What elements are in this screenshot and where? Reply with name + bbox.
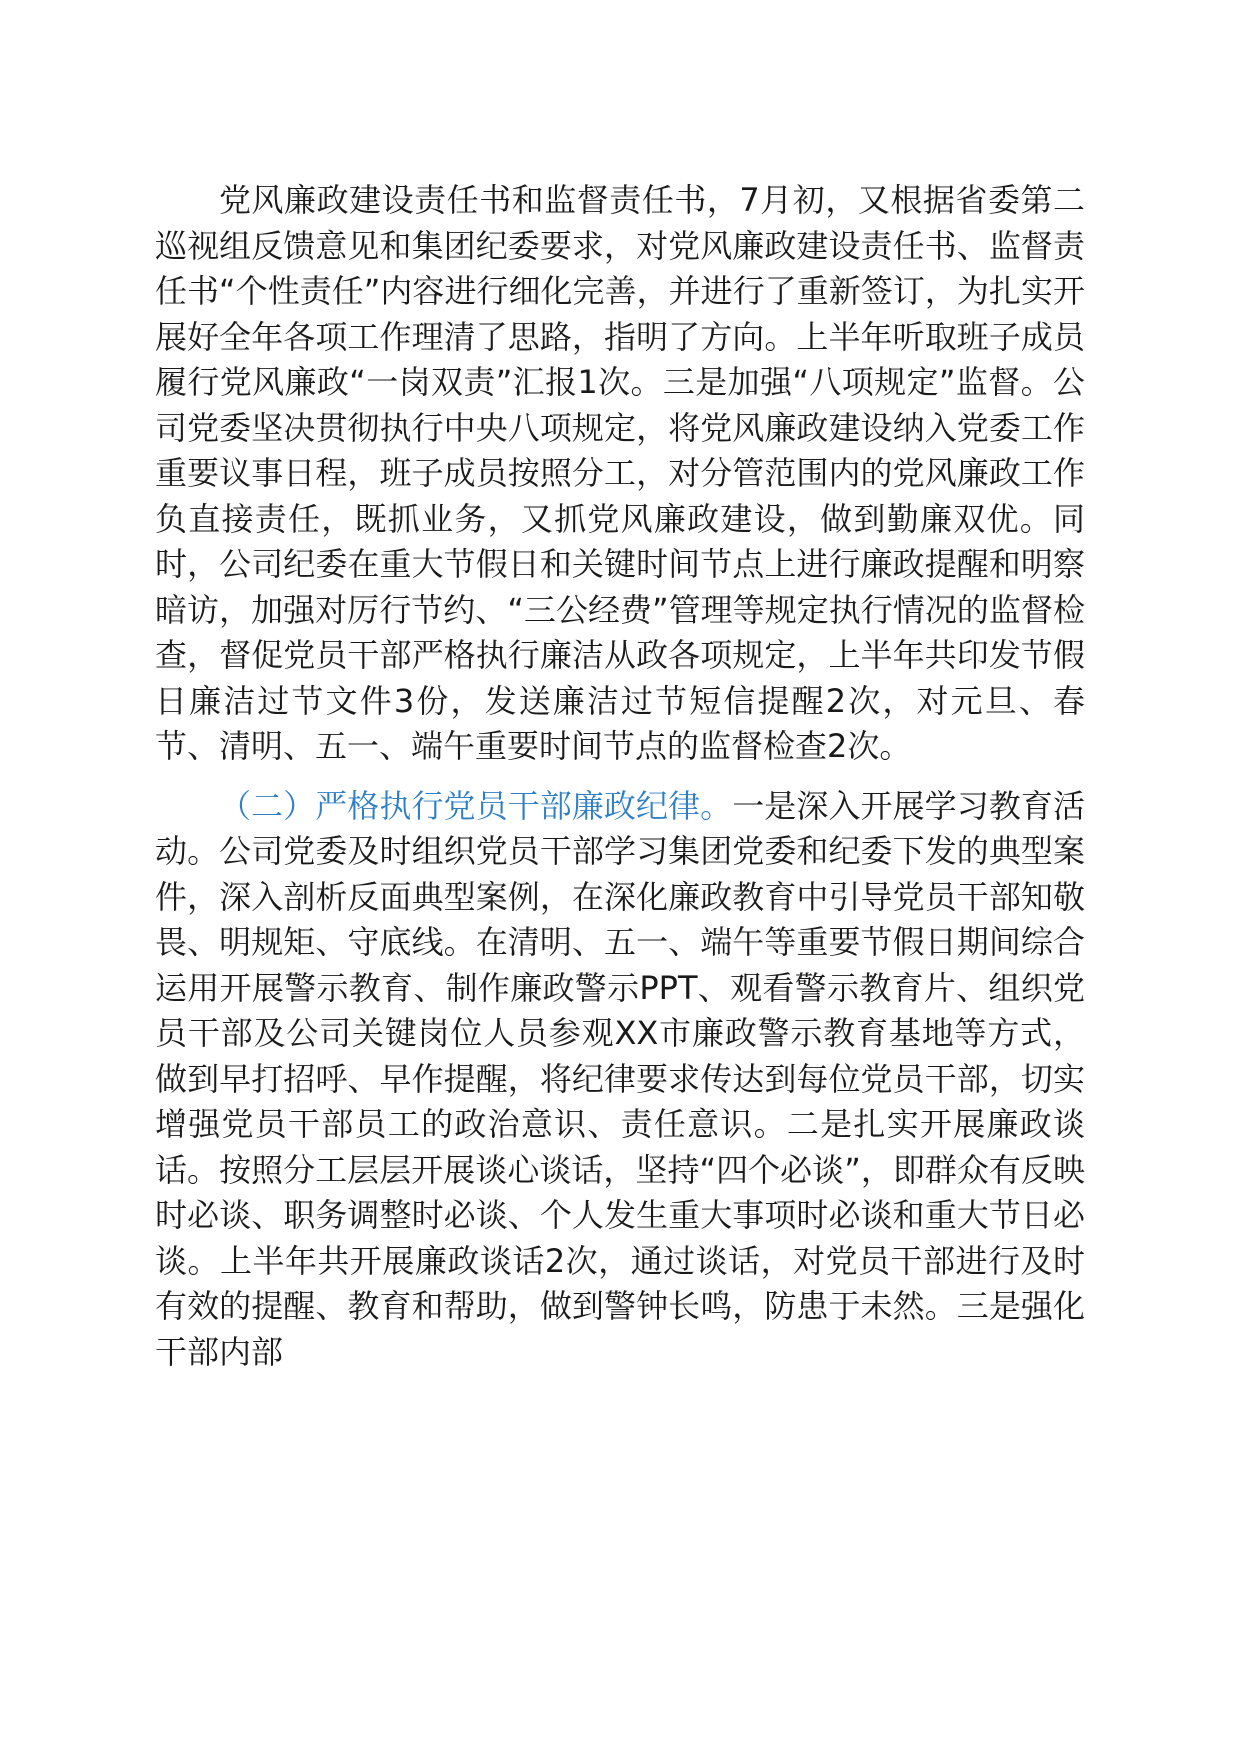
document-page [155, 178, 1085, 1375]
section-body-text: 一是深入开展学习教育活动。公司党委及时组织党员干部学习集团党委和纪委下发的典型案件，深入剖析反面典型案例，在深化廉政教育中引导党员干部知敬畏、明规矩、守底线。在清明、五一、端午等重要节假日期间综合运用开展警示教育、制作廉政警示PPT、观看警示教育片、组织党员干部及公司关键岗位人员参观XX市廉政警示教育基地等方式，做到早打招呼、早作提醒，将纪律要求传达到每位党员干部，切实增强党员干部员工的政治意识、责任意识。二是扎实开展廉政谈话。按照分工层层开展谈心谈话，坚持“四个必谈”，即群众有反映时必谈、职务调整时必谈、个人发生重大事项时必谈和重大节日必谈。上半年共开展廉政谈话2次，通过谈话，对党员干部进行及时有效的提醒、教育和帮助，做到警钟长鸣，防患于未然。三是强化干部内部 [155, 786, 1085, 1371]
body-paragraph-2 [155, 784, 1085, 1376]
section-heading: （二）严格执行党员干部廉政纪律。 [219, 786, 733, 825]
body-paragraph-1: 党风廉政建设责任书和监督责任书，7月初，又根据省委第二巡视组反馈意见和集团纪委要求，对党风廉政建设责任书、监督责任书“个性责任”内容进行细化完善，并进行了重新签订，为扎实开展好全年各项工作理清了思路，指明了方向。上半年听取班子成员履行党风廉政“一岗双责”汇报1次。三是加强“八项规定”监督。公司党委坚决贯彻执行中央八项规定，将党风廉政建设纳入党委工作重要议事日程，班子成员按照分工，对分管范围内的党风廉政工作负直接责任，既抓业务，又抓党风廉政建设，做到勤廉双优。同时，公司纪委在重大节假日和关键时间节点上进行廉政提醒和明察暗访，加强对厉行节约、“三公经费”管理等规定执行情况的监督检查，督促党员干部严格执行廉洁从政各项规定，上半年共印发节假日廉洁过节文件3份，发送廉洁过节短信提醒2次，对元旦、春节、清明、五一、端午重要时间节点的监督检查2次。 [155, 181, 1085, 765]
